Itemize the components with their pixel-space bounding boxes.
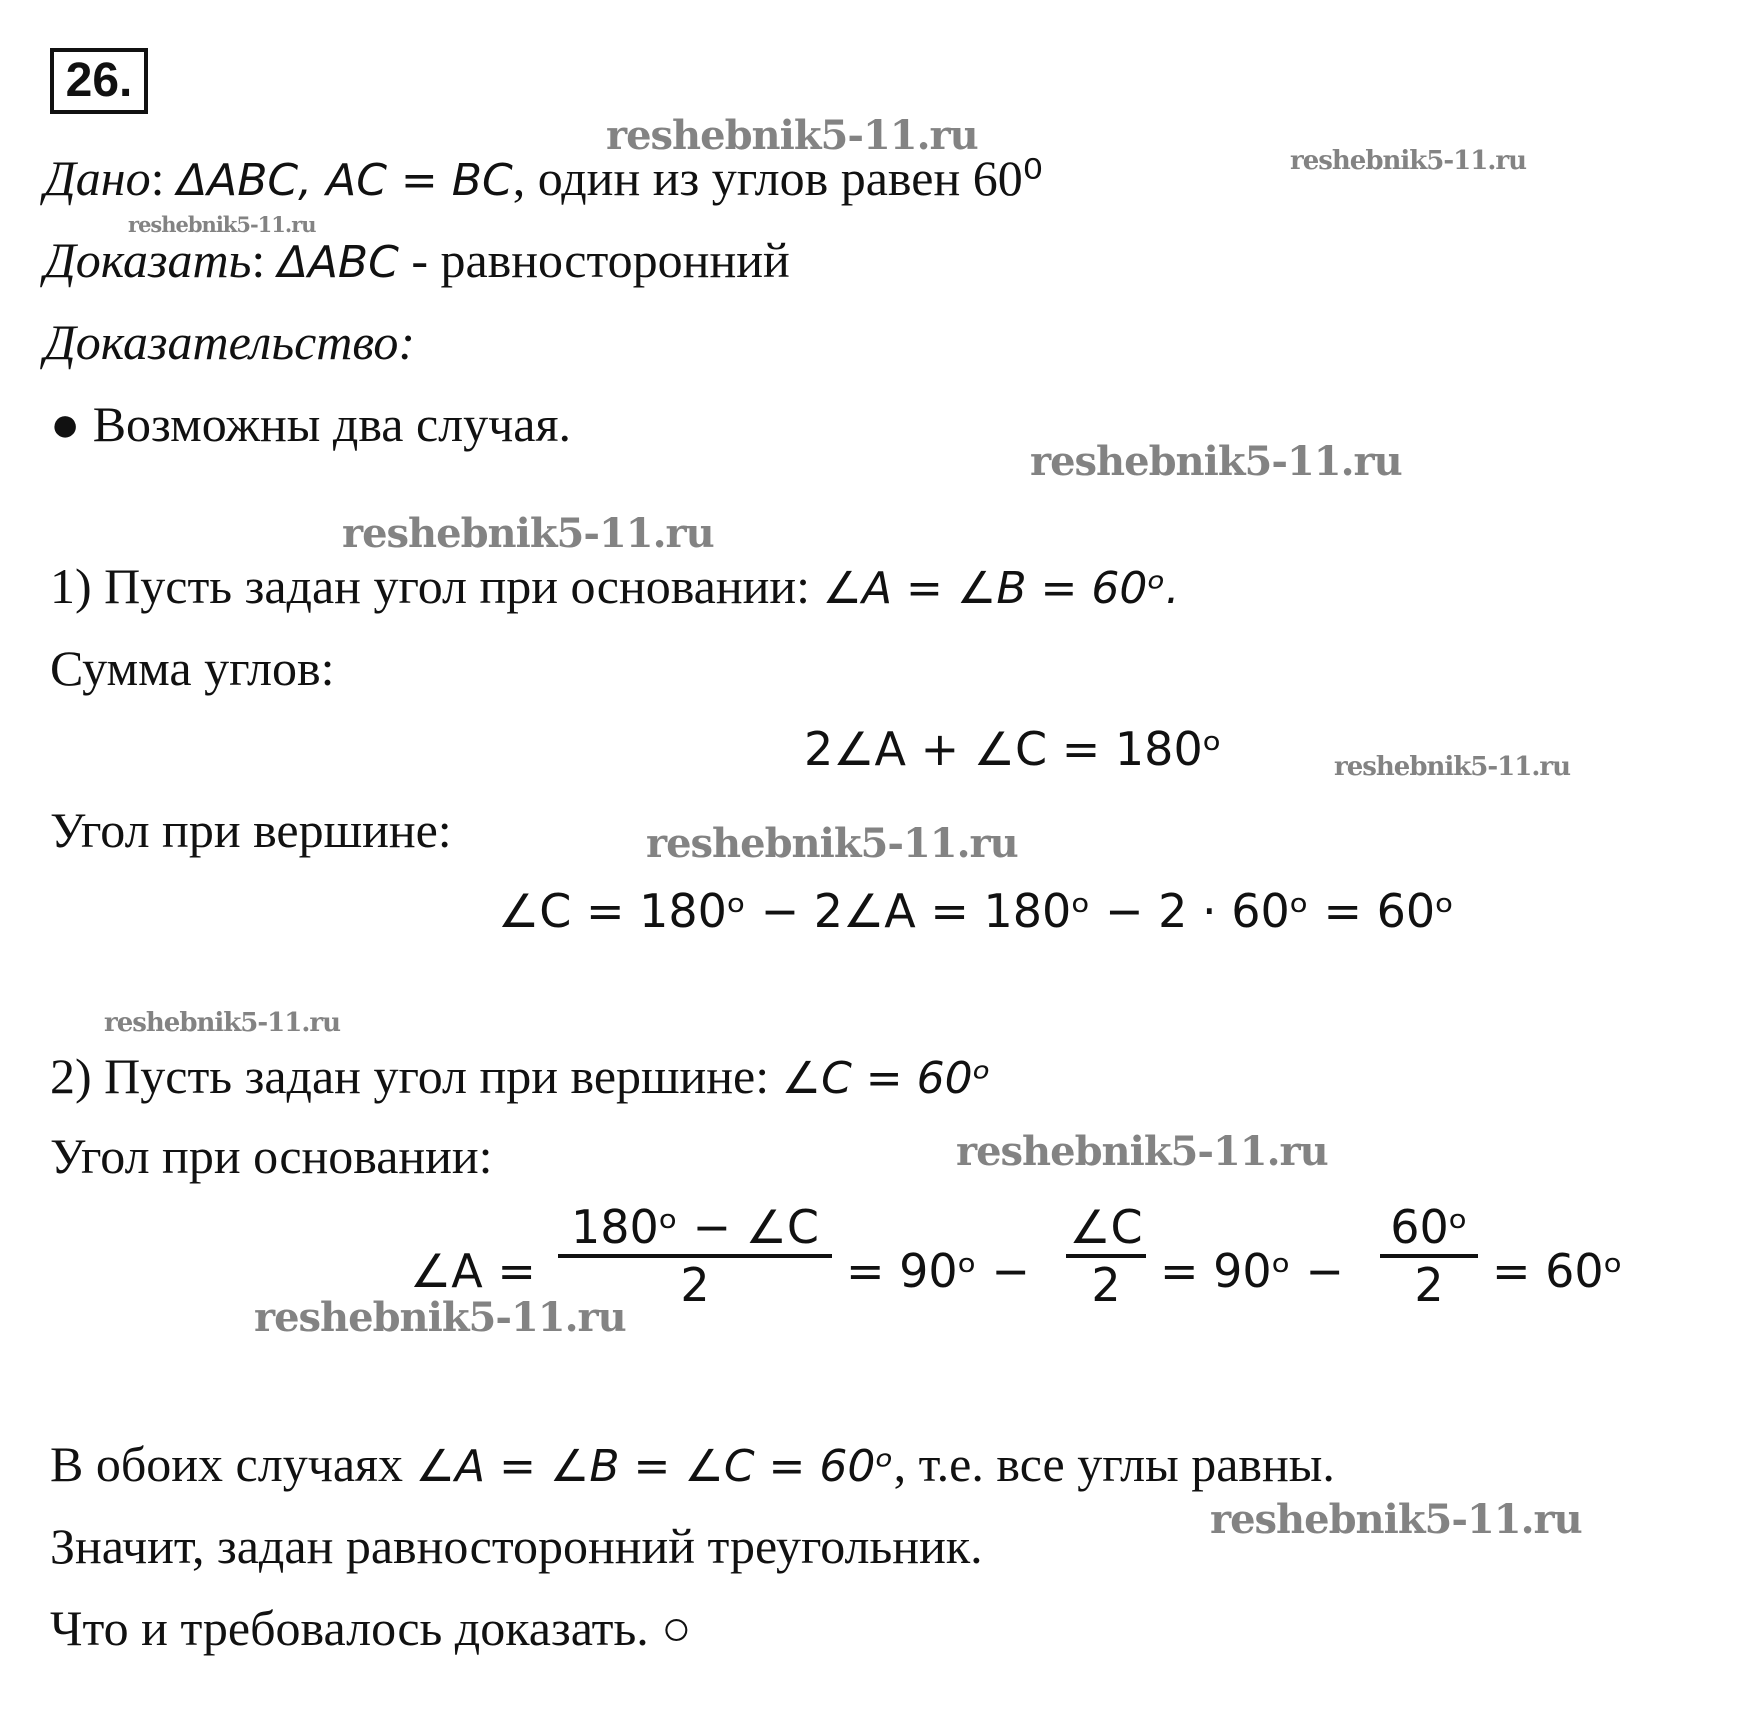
watermark: reshebnik5-11.ru bbox=[606, 112, 978, 159]
case1-line bbox=[50, 556, 1180, 619]
watermark: reshebnik5-11.ru bbox=[1290, 146, 1527, 176]
fraction-1-denominator: 2 bbox=[680, 1258, 710, 1312]
watermark: reshebnik5-11.ru bbox=[342, 510, 714, 557]
watermark: reshebnik5-11.ru bbox=[254, 1294, 626, 1341]
case2-line bbox=[50, 1046, 991, 1109]
angle-sum-equation: 2∠A + ∠C = 180ᵒ bbox=[804, 722, 1222, 776]
watermark: reshebnik5-11.ru bbox=[104, 1008, 341, 1038]
conclusion-line-2: Значит, задан равносторонний треугольник. bbox=[50, 1518, 983, 1574]
given-text: , один из углов равен 60⁰ bbox=[512, 150, 1043, 206]
given-expr: ΔABC, AC = BC bbox=[177, 155, 513, 206]
base-eq-end: = 60ᵒ bbox=[1492, 1244, 1623, 1298]
given-label: Дано bbox=[44, 150, 151, 206]
fraction-2-numerator: ∠C bbox=[1069, 1200, 1143, 1254]
fraction-1-numerator: 180ᵒ − ∠C bbox=[571, 1200, 819, 1254]
watermark: reshebnik5-11.ru bbox=[956, 1128, 1328, 1175]
fraction-2-denominator: 2 bbox=[1091, 1258, 1121, 1312]
given-colon: : bbox=[150, 150, 165, 206]
conclusion-text-b: , т.е. все углы равны. bbox=[893, 1436, 1335, 1492]
conclusion-expr: ∠A = ∠B = ∠C = 60ᵒ bbox=[415, 1441, 894, 1492]
base-angle-label: Угол при основании: bbox=[50, 1128, 493, 1184]
watermark: reshebnik5-11.ru bbox=[1334, 752, 1571, 782]
prove-colon: : bbox=[251, 232, 266, 288]
watermark: reshebnik5-11.ru bbox=[646, 820, 1018, 867]
watermark: reshebnik5-11.ru bbox=[128, 212, 316, 237]
case1-text: 1) Пусть задан угол при основании: bbox=[50, 558, 823, 614]
conclusion-line-1 bbox=[50, 1434, 1335, 1497]
watermark: reshebnik5-11.ru bbox=[1210, 1496, 1582, 1543]
prove-expr: ΔABC bbox=[277, 237, 399, 288]
apex-angle-label: Угол при вершине: bbox=[50, 802, 452, 858]
prove-label: Доказать bbox=[44, 232, 252, 288]
proof-label: Доказательство: bbox=[44, 314, 416, 370]
base-eq-mid2: = 90ᵒ − bbox=[1160, 1244, 1344, 1298]
case2-text: 2) Пусть задан угол при вершине: bbox=[50, 1048, 782, 1104]
base-eq-mid1: = 90ᵒ − bbox=[846, 1244, 1030, 1298]
prove-line bbox=[44, 230, 790, 293]
watermark: reshebnik5-11.ru bbox=[1030, 438, 1402, 485]
fraction-2 bbox=[1066, 1200, 1146, 1312]
task-number: 26. bbox=[50, 48, 148, 114]
base-eq-lhs: ∠A = bbox=[410, 1244, 536, 1298]
angle-sum-label: Сумма углов: bbox=[50, 640, 335, 696]
case1-expr: ∠A = ∠B = 60ᵒ. bbox=[822, 563, 1180, 614]
fraction-3-denominator: 2 bbox=[1414, 1258, 1444, 1312]
fraction-3 bbox=[1380, 1200, 1478, 1312]
cases-intro: ● Возможны два случая. bbox=[50, 396, 571, 452]
conclusion-line-3: Что и требовалось доказать. ○ bbox=[50, 1600, 692, 1656]
apex-angle-equation: ∠C = 180ᵒ − 2∠A = 180ᵒ − 2 · 60ᵒ = 60ᵒ bbox=[498, 884, 1455, 938]
conclusion-text-a: В обоих случаях bbox=[50, 1436, 416, 1492]
fraction-3-numerator: 60ᵒ bbox=[1390, 1200, 1468, 1254]
prove-text: - равносторонний bbox=[398, 232, 790, 288]
case2-expr: ∠C = 60ᵒ bbox=[781, 1053, 991, 1104]
